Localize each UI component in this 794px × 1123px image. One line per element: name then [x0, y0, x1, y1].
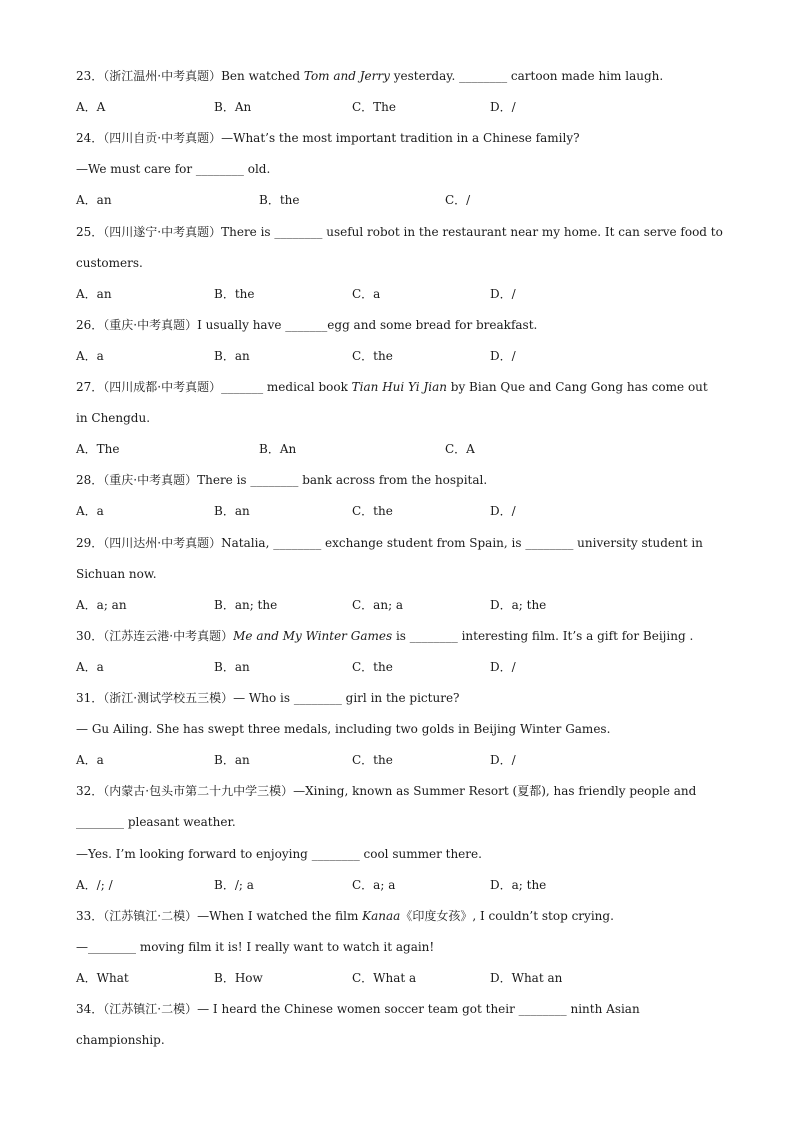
question-line	[76, 844, 722, 864]
question-line	[76, 937, 722, 957]
question-line	[76, 812, 722, 832]
stem-text: customers.	[76, 255, 143, 270]
option-choice[interactable]: C．a; a	[352, 877, 396, 892]
question-source: （内蒙古·包头市第二十九中学三模）	[103, 784, 294, 799]
stem-text: —What’s the most important tradition in a Chinese family?	[221, 131, 580, 146]
title-italic: Tom and Jerry	[303, 69, 390, 83]
stem-text: interesting film. It’s a gift for Beijing .	[457, 628, 694, 643]
question-source: （江苏镇江·二模）	[103, 1002, 198, 1016]
stem-text: egg and some bread for breakfast.	[327, 317, 538, 332]
option-choice[interactable]: C．the	[352, 753, 393, 768]
question-number: 24．	[76, 131, 104, 146]
answer-blank: ________	[518, 1002, 567, 1016]
question-line	[76, 564, 722, 584]
question-number: 26．	[76, 317, 104, 332]
question-number: 25．	[76, 224, 104, 239]
stem-text: There is	[221, 224, 275, 239]
question-number: 33．	[76, 908, 104, 923]
stem-text: —We must care for	[76, 162, 196, 177]
question-stem	[76, 377, 722, 397]
answer-blank: ________	[273, 535, 322, 550]
options-row	[76, 750, 722, 770]
question-stem	[76, 626, 722, 646]
option-choice[interactable]: A．A	[76, 100, 106, 115]
stem-text: There is	[197, 473, 251, 488]
option-choice[interactable]: B．an; the	[214, 597, 278, 612]
option-choice[interactable]: B．an	[214, 504, 250, 519]
option-choice[interactable]: A．/; /	[76, 877, 113, 892]
option-choice[interactable]: D．/	[490, 348, 516, 363]
answer-blank: ________	[76, 815, 124, 830]
option-choice[interactable]: B．an	[214, 348, 250, 363]
stem-text: — I heard the Chinese women soccer team got their	[197, 1002, 519, 1016]
question-stem	[76, 999, 722, 1019]
option-choice[interactable]: B．How	[214, 970, 263, 985]
question-stem	[76, 66, 722, 86]
option-choice[interactable]: D．/	[490, 504, 516, 519]
question-stem	[76, 315, 722, 335]
answer-blank: _______	[285, 317, 328, 332]
option-choice[interactable]: B．the	[259, 193, 300, 208]
options-row	[76, 501, 722, 521]
question-line	[76, 719, 722, 739]
option-choice[interactable]: A．a	[76, 753, 104, 768]
question-source: （四川自贡·中考真题）	[103, 131, 222, 146]
options-row	[76, 97, 722, 117]
option-choice[interactable]: B．An	[214, 100, 252, 115]
stem-text: moving film it is! I really want to watch it again!	[136, 939, 435, 954]
stem-text: Natalia,	[221, 535, 274, 550]
stem-text: university student in	[573, 535, 703, 550]
option-choice[interactable]: C．the	[352, 659, 393, 674]
option-choice[interactable]: C．the	[352, 348, 393, 363]
option-choice[interactable]: C．an; a	[352, 597, 404, 612]
stem-text: Ben watched	[221, 69, 304, 83]
option-choice[interactable]: A．an	[76, 193, 112, 208]
question-number: 32．	[76, 784, 104, 799]
stem-text: bank across from the hospital.	[298, 473, 488, 488]
stem-text: pleasant weather.	[124, 815, 236, 830]
stem-text: girl in the picture?	[341, 691, 460, 705]
stem-text: medical book	[263, 380, 352, 394]
question-stem	[76, 128, 722, 148]
question-stem	[76, 781, 722, 801]
stem-text: by Bian Que and Cang Gong has come out	[446, 380, 708, 394]
question-source: （四川成都·中考真题）	[103, 380, 222, 394]
question-stem	[76, 533, 722, 553]
option-choice[interactable]: D．/	[490, 659, 516, 674]
answer-blank: ________	[195, 162, 244, 177]
answer-blank: ________	[459, 69, 508, 83]
stem-text: — Gu Ailing. She has swept three medals, including two golds in Beijing Winter Games.	[76, 722, 611, 737]
stem-text: —When I watched the film	[197, 908, 363, 923]
option-choice[interactable]: D．a; the	[490, 597, 547, 612]
answer-blank: ________	[293, 691, 342, 705]
stem-text: championship.	[76, 1033, 165, 1048]
question-source: （重庆·中考真题）	[103, 473, 198, 488]
option-choice[interactable]: B．/; a	[214, 877, 254, 892]
option-choice[interactable]: D．What an	[490, 970, 563, 985]
option-choice[interactable]: C．A	[445, 442, 475, 457]
option-choice[interactable]: D．/	[490, 286, 516, 301]
question-number: 27．	[76, 380, 104, 394]
option-choice[interactable]: D．a; the	[490, 877, 547, 892]
stem-text: useful robot in the restaurant near my home. It can serve food to	[322, 224, 723, 239]
option-choice[interactable]: B．An	[259, 442, 297, 457]
stem-text: cool summer there.	[359, 846, 482, 861]
stem-text: exchange student from Spain, is	[321, 535, 526, 550]
stem-text: — Who is	[233, 691, 294, 705]
question-source: （重庆·中考真题）	[103, 317, 198, 332]
option-choice[interactable]: D．/	[490, 753, 516, 768]
stem-text: yesterday.	[389, 69, 460, 83]
question-line	[76, 159, 722, 179]
answer-blank: ________	[274, 224, 323, 239]
stem-text: I usually have	[197, 317, 286, 332]
answer-blank: _______	[221, 380, 264, 394]
option-choice[interactable]: B．an	[214, 659, 250, 674]
title-italic: Me and My Winter Games	[233, 628, 393, 643]
answer-blank: ________	[88, 939, 136, 954]
stem-text: in Chengdu.	[76, 411, 151, 426]
stem-text: 《印度女孩》, I couldn’t stop crying.	[400, 908, 614, 923]
option-choice[interactable]: C．a	[352, 286, 381, 301]
options-row	[76, 595, 722, 615]
option-choice[interactable]: D．/	[490, 100, 516, 115]
option-choice[interactable]: C．What a	[352, 970, 417, 985]
question-source: （江苏镇江·二模）	[103, 908, 198, 923]
title-italic: Tian Hui Yi Jian	[351, 380, 447, 394]
option-choice[interactable]: A．a	[76, 348, 104, 363]
stem-text: —	[76, 939, 88, 954]
stem-text: ninth Asian	[566, 1002, 640, 1016]
option-choice[interactable]: C．The	[352, 100, 397, 115]
question-number: 30．	[76, 628, 104, 643]
stem-text: cartoon made him laugh.	[507, 69, 664, 83]
title-italic: Kanaa	[362, 908, 401, 923]
answer-blank: ________	[311, 846, 360, 861]
question-line	[76, 253, 722, 273]
question-number: 29．	[76, 535, 104, 550]
question-line	[76, 408, 722, 428]
answer-blank: ________	[409, 628, 458, 643]
option-choice[interactable]: A．a	[76, 504, 104, 519]
question-stem	[76, 222, 722, 242]
option-choice[interactable]: B．an	[214, 753, 250, 768]
question-stem	[76, 906, 722, 926]
option-choice[interactable]: A．a	[76, 659, 104, 674]
question-line	[76, 1030, 722, 1050]
question-stem	[76, 688, 722, 708]
options-row	[76, 284, 722, 304]
option-choice[interactable]: A．an	[76, 286, 112, 301]
question-number: 34．	[76, 1002, 104, 1016]
options-row	[76, 657, 722, 677]
option-choice[interactable]: B．the	[214, 286, 255, 301]
question-source: （四川遂宁·中考真题）	[103, 224, 222, 239]
question-source: （浙江·测试学校五三模）	[103, 691, 234, 705]
question-number: 31．	[76, 691, 104, 705]
answer-blank: ________	[250, 473, 299, 488]
stem-text: —Xining, known as Summer Resort (夏都), has friendly people and	[293, 784, 697, 799]
stem-text: —Yes. I’m looking forward to enjoying	[76, 846, 312, 861]
option-choice[interactable]: A．a; an	[76, 597, 127, 612]
options-row	[76, 439, 722, 459]
question-stem	[76, 470, 722, 490]
question-source: （江苏连云港·中考真题）	[103, 628, 234, 643]
option-choice[interactable]: C．the	[352, 504, 393, 519]
options-row	[76, 346, 722, 366]
question-source: （四川达州·中考真题）	[103, 535, 222, 550]
option-choice[interactable]: C．/	[445, 193, 471, 208]
question-number: 23．	[76, 69, 104, 83]
stem-text: old.	[243, 162, 271, 177]
options-row	[76, 190, 722, 210]
options-row	[76, 968, 722, 988]
question-source: （浙江温州·中考真题）	[103, 69, 222, 83]
options-row	[76, 875, 722, 895]
answer-blank: ________	[525, 535, 574, 550]
option-choice[interactable]: A．The	[76, 442, 120, 457]
option-choice[interactable]: A．What	[76, 970, 129, 985]
question-number: 28．	[76, 473, 104, 488]
stem-text: is	[392, 628, 410, 643]
stem-text: Sichuan now.	[76, 566, 157, 581]
